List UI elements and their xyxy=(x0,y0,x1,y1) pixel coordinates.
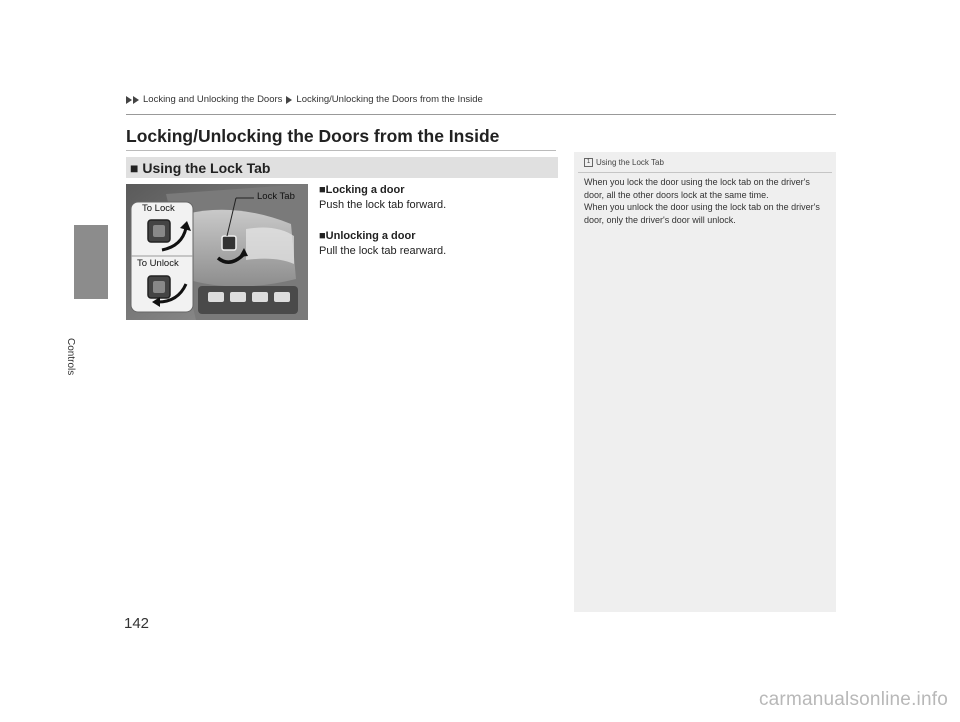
lock-tab-label: Lock Tab xyxy=(257,191,295,202)
breadcrumb-arrow-icon xyxy=(126,96,139,104)
unlocking-text: Pull the lock tab rearward. xyxy=(319,245,447,257)
section-title xyxy=(126,160,270,176)
page-title: Locking/Unlocking the Doors from the Inside xyxy=(126,126,500,146)
section-tab-label: Controls xyxy=(65,338,76,376)
sidebar-paragraph: When you lock the door using the lock tab on the driver's door, all the other doors lock at the same time. xyxy=(584,177,810,200)
locking-text: Push the lock tab forward. xyxy=(319,199,447,211)
sidebar-title-text: Using the Lock Tab xyxy=(596,158,664,167)
lock-tab-illustration xyxy=(126,184,308,320)
heading-bullet-icon: ■ xyxy=(319,184,326,196)
sidebar-title xyxy=(584,158,664,167)
to-lock-label: To Lock xyxy=(142,203,175,214)
section-tab-marker xyxy=(74,225,108,299)
section-title-text: Using the Lock Tab xyxy=(142,159,271,176)
heading-bullet-icon: ■ xyxy=(319,230,326,242)
page-number: 142 xyxy=(124,615,150,632)
breadcrumb xyxy=(126,94,483,105)
instructions xyxy=(319,183,446,259)
sidebar-body xyxy=(584,176,830,226)
to-unlock-label: To Unlock xyxy=(137,258,179,269)
sidebar-paragraph: When you unlock the door using the lock tab on the driver's door, only the driver's door will unlock. xyxy=(584,202,820,225)
sidebar-divider xyxy=(578,172,832,173)
lock-tab xyxy=(222,236,236,250)
section-header xyxy=(126,157,558,178)
section-bullet-icon: ■ xyxy=(130,159,139,176)
title-divider xyxy=(126,150,556,151)
reference-icon: 1 xyxy=(584,158,593,167)
breadcrumb-item-current: Locking/Unlocking the Doors from the Inside xyxy=(296,94,483,105)
header-divider xyxy=(126,114,836,115)
breadcrumb-arrow-icon xyxy=(286,96,292,104)
watermark: carmanualsonline.info xyxy=(758,689,948,710)
locking-heading: ■Locking a door xyxy=(319,184,405,196)
unlocking-heading: ■Unlocking a door xyxy=(319,230,416,242)
breadcrumb-item-parent[interactable]: Locking and Unlocking the Doors xyxy=(143,94,283,105)
